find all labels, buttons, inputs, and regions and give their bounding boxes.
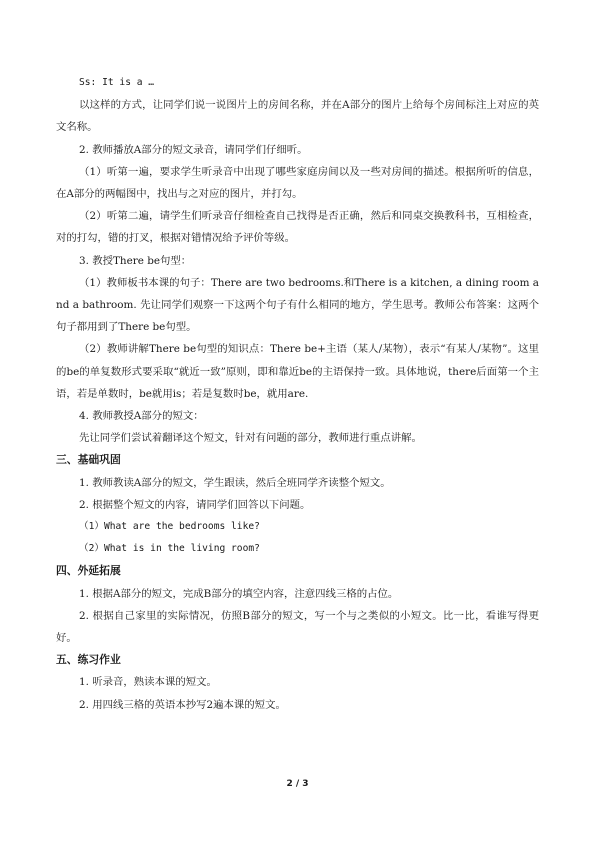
paragraph: 以这样的方式，让同学们说一说图片上的房间名称，并在A部分的图片上给每个房间标注上对应的英文名称。	[56, 99, 539, 134]
section-heading: 三、基础巩固	[56, 453, 121, 467]
paragraph: （2）听第二遍，请学生们听录音仔细检查自己找得是否正确，然后和同桌交换教科书，互相检查，对的打勾，错的打叉，根据对错情况给予评价等级。	[56, 210, 539, 245]
paragraph: 先让同学们尝试着翻译这个短文，针对有问题的部分，教师进行重点讲解。	[79, 432, 422, 445]
paragraph: （1）听第一遍，要求学生听录音中出现了哪些家庭房间以及一些对房间的描述。根据所听的信息，在A部分的两幅图中，找出与之对应的图片，并打勾。	[56, 165, 539, 201]
paragraph: （2）教师讲解There be句型的知识点：There be+主语（某人/某物），表示“有某人/某物”。这里的be的单复数形式要采取“就近一致”原则，即和靠近be的主语保持一致。具体地说，there后面第一个主语，若是单数时，be就用is；若是复数时be，就用are.	[56, 343, 539, 400]
document-body	[56, 72, 539, 716]
paragraph: （1）教师板书本课的句子：There are two bedrooms.和There is a kitchen, a dining room and a bathroom. 先让同学们观察一下这两个句子有什么相同的地方，学生思考。教师公布答案：这两个句子都用到了There be句型。	[56, 276, 539, 334]
paragraph: Ss: It is a …	[79, 77, 155, 88]
page-number: 2 / 3	[286, 779, 309, 789]
paragraph: 1. 教师教读A部分的短文，学生跟读，然后全班同学齐读整个短文。	[79, 476, 391, 489]
paragraph: （1）What are the bedrooms like?	[79, 521, 260, 533]
paragraph: 3. 教授There be句型：	[79, 254, 192, 267]
paragraph: （2）What is in the living room?	[79, 543, 260, 555]
section-heading: 五、练习作业	[56, 653, 121, 667]
section-heading: 四、外延拓展	[56, 564, 121, 578]
paragraph: 2. 教师播放A部分的短文录音，请同学们仔细听。	[79, 143, 308, 156]
paragraph: 2. 根据整个短文的内容，请同学们回答以下问题。	[79, 498, 311, 511]
paragraph: 1. 听录音，熟读本课的短文。	[79, 676, 217, 689]
paragraph: 2. 根据自己家里的实际情况，仿照B部分的短文，写一个与之类似的小短文。比一比，看谁写得更好。	[56, 609, 539, 645]
paragraph: 1. 根据A部分的短文，完成B部分的填空内容，注意四线三格的占位。	[79, 587, 399, 600]
paragraph: 4. 教师教授A部分的短文：	[79, 410, 204, 423]
paragraph: 2. 用四线三格的英语本抄写2遍本课的短文。	[79, 698, 286, 711]
